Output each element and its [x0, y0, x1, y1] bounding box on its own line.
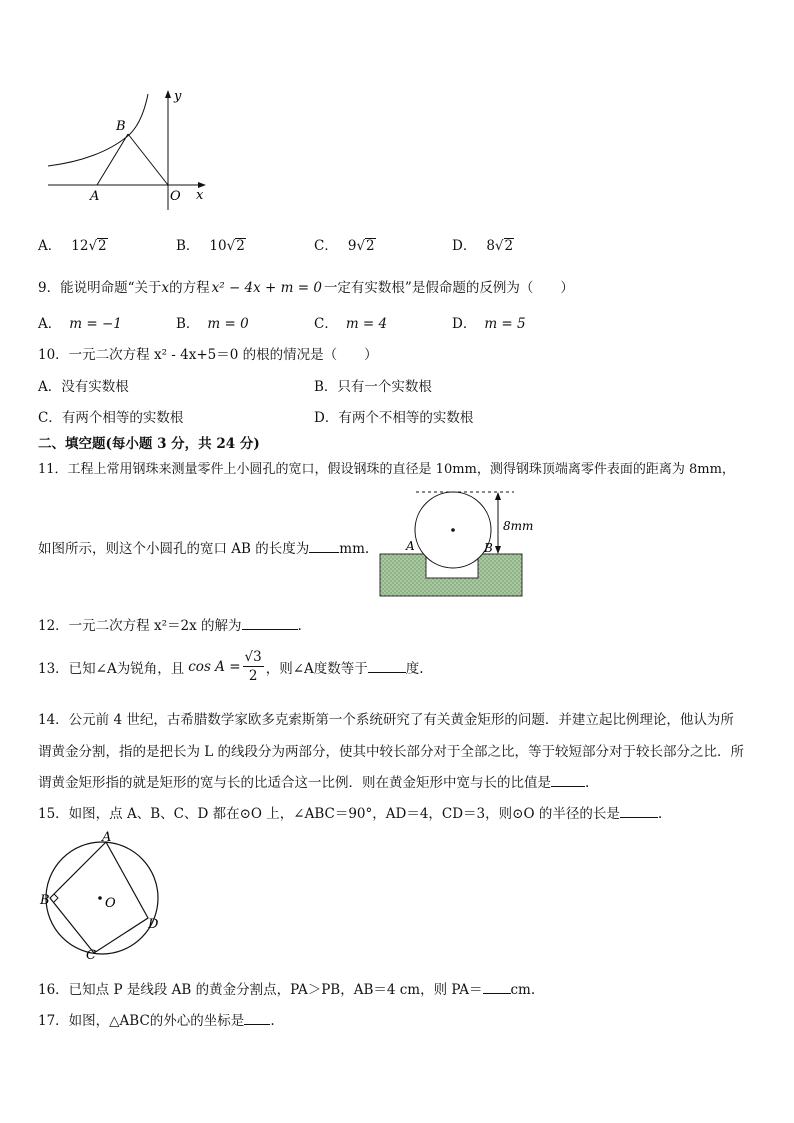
dim-arrow-down-icon — [495, 546, 501, 554]
q11-answer-blank[interactable] — [309, 540, 339, 553]
q17-answer-blank[interactable] — [244, 1012, 270, 1025]
q9-option-b: B． m = 0 — [176, 316, 249, 332]
q11-figure — [376, 486, 534, 598]
q11-line1: 11．工程上常用钢珠来测量零件上小圆孔的宽口，假设钢珠的直径是 10mm，测得钢珠顶端离零件表面的距离为 8mm， — [38, 462, 735, 477]
q8-option-a: A． 12√2 — [38, 238, 107, 254]
label-o: O — [170, 189, 181, 204]
q9-stem: 9．能说明命题“关于x的方程 x² − 4x + m = 0 一定有实数根”是假命题的反例为（ ） — [38, 280, 574, 296]
q10-option-c: C．有两个相等的实数根 — [38, 410, 184, 426]
q8-option-d: D． 8√2 — [452, 238, 514, 254]
q16-answer-blank[interactable] — [483, 981, 511, 994]
label-c: C — [86, 948, 96, 963]
label-b: B — [116, 119, 126, 134]
q14-answer-blank[interactable] — [551, 774, 585, 787]
dim-arrow-up-icon — [495, 492, 501, 500]
q10-stem: 10．一元二次方程 x² - 4x+5＝0 的根的情况是（ ） — [38, 347, 378, 363]
label-a: A — [90, 189, 100, 204]
q13-fraction: $\frac{√3}{2}$ — [244, 649, 262, 684]
q9-option-a: A． m = −1 — [38, 316, 122, 332]
q12-answer-blank[interactable] — [242, 617, 298, 630]
y-axis-arrow-icon — [165, 90, 171, 98]
q17: 17．如图，△ABC的外心的坐标是 . — [38, 1013, 275, 1029]
label-b: B — [40, 893, 50, 908]
circle-o — [46, 842, 158, 954]
segment-ab — [97, 134, 128, 185]
q10-option-a: A．没有实数根 — [38, 379, 129, 395]
q10-option-d: D．有两个不相等的实数根 — [314, 410, 474, 426]
right-angle-mark — [54, 894, 58, 902]
segment-bo — [128, 134, 168, 185]
q8-figure — [40, 86, 215, 211]
q14-line2: 谓黄金分割，指的是把长为 L 的线段分为两部分，使其中较长部分对于全部之比，等于较短部分对于较长部分之比．所 — [38, 744, 745, 760]
label-o: O — [105, 896, 116, 911]
q11-line2: 如图所示，则这个小圆孔的宽口 AB 的长度为 mm. — [38, 541, 370, 557]
q15-figure — [38, 830, 168, 963]
label-d: D — [148, 917, 159, 932]
label-a: A — [406, 539, 415, 553]
q8-option-c: C． 9√2 — [314, 238, 375, 254]
label-b: B — [484, 541, 493, 555]
q16: 16．已知点 P 是线段 AB 的黄金分割点，PA＞PB，AB＝4 cm，则 PA＝ cm. — [38, 982, 536, 998]
label-y: y — [174, 89, 182, 104]
label-a: A — [102, 830, 112, 845]
q15: 15．如图，点 A、B、C、D 都在⊙O 上，∠ABC＝90°，AD＝4，CD＝3，则⊙O 的半径的长是 . — [38, 806, 663, 822]
label-dim: 8mm — [503, 519, 534, 533]
q15-answer-blank[interactable] — [620, 805, 658, 818]
q14-line3: 谓黄金矩形指的就是矩形的宽与长的比适合这一比例．则在黄金矩形中宽与长的比值是 . — [38, 775, 590, 791]
q9-option-c: C． m = 4 — [314, 316, 388, 332]
q12: 12．一元二次方程 x²＝2x 的解为 . — [38, 618, 302, 634]
q8-option-b: B． 10√2 — [176, 238, 245, 254]
center-dot — [98, 896, 102, 900]
q13: 13．已知∠A为锐角，且 cos A = $\frac{√3}{2}$ ，则∠A度数等于 度. — [38, 649, 424, 684]
q10-option-b: B．只有一个实数根 — [314, 379, 432, 395]
section-heading: 二、填空题(每小题 3 分，共 24 分) — [38, 436, 260, 452]
q13-answer-blank[interactable] — [368, 660, 406, 673]
exponential-curve — [48, 94, 148, 166]
label-x: x — [196, 188, 204, 203]
q14-line1: 14．公元前 4 世纪，古希腊数学家欧多克索斯第一个系统研究了有关黄金矩形的问题．并建立起比例理论，他认为所 — [38, 712, 734, 728]
ball-center-dot — [451, 528, 455, 532]
q9-option-d: D． m = 5 — [452, 316, 526, 332]
